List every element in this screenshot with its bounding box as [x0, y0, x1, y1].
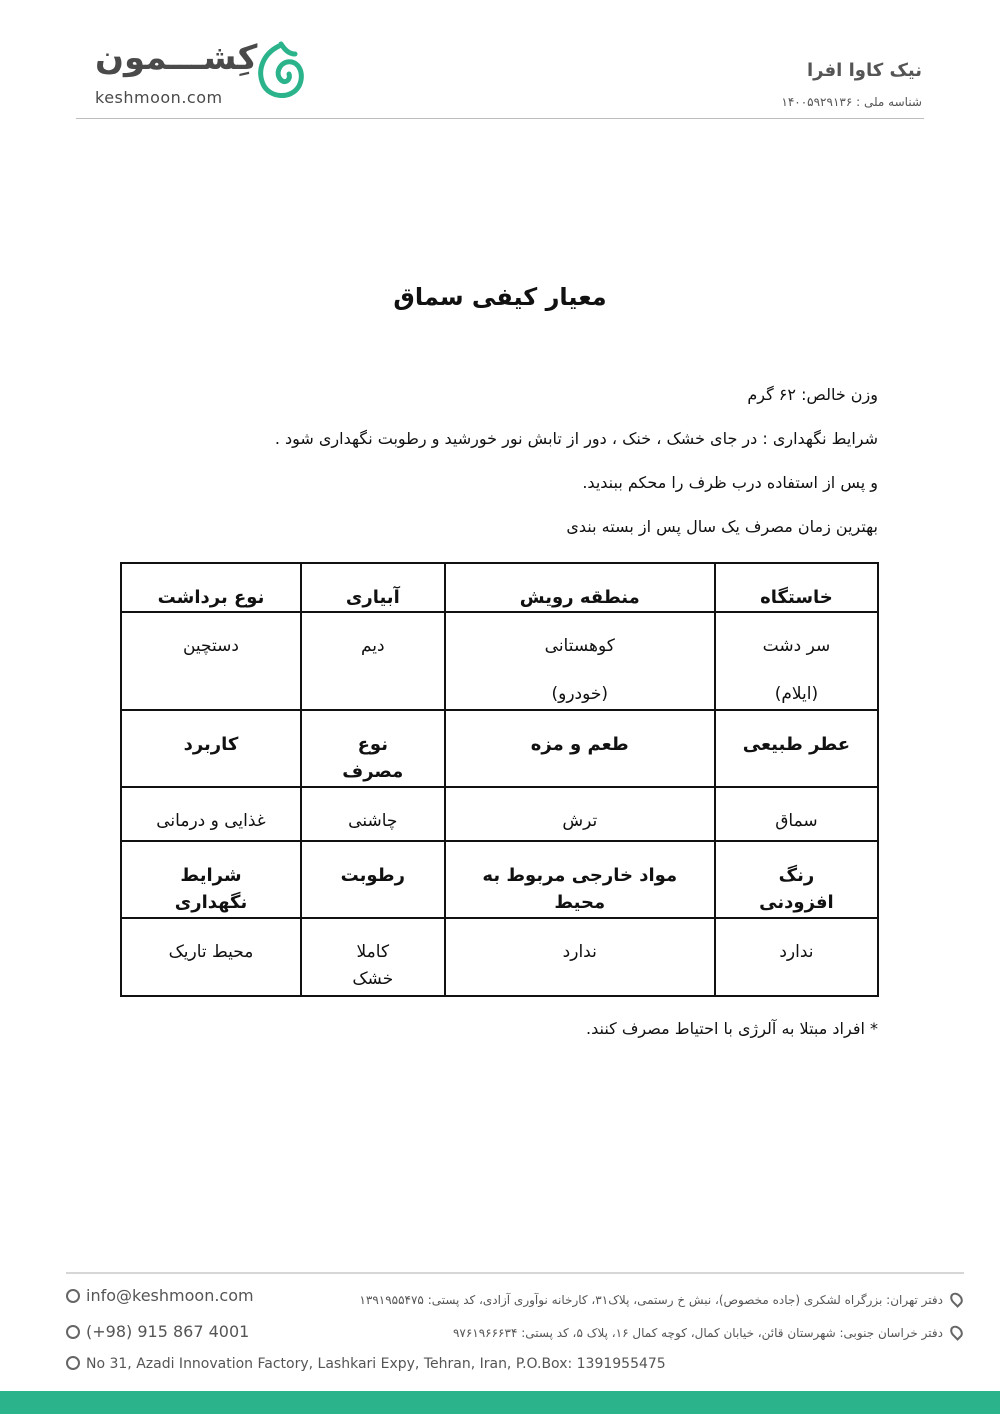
- footer-email: [66, 1286, 254, 1305]
- cell-humidity: [301, 918, 445, 996]
- cell-taste: ترش: [445, 787, 715, 841]
- storage-conditions: شرایط نگهداری : در جای خشک ، خنک ، دور از تابش نور خورشید و رطوبت نگهداری شود .: [274, 429, 878, 448]
- header-storage: [121, 841, 301, 919]
- header-origin: خاستگاه: [715, 563, 878, 612]
- best-before: بهترین زمان مصرف یک سال پس از بسته بندی: [566, 517, 878, 536]
- table-row: [121, 612, 878, 710]
- cell-aroma: سماق: [715, 787, 878, 841]
- cell-line: شرایط: [180, 864, 242, 886]
- logo-text-persian: کِشـــمون: [95, 38, 258, 78]
- footer-office-tehran: [359, 1292, 962, 1307]
- table-row: [121, 841, 878, 919]
- national-id: شناسه ملی : ۱۴۰۰۵۹۲۹۱۳۶: [781, 95, 922, 109]
- location-icon: [66, 1356, 80, 1370]
- cell-line: مواد خارجی مربوط به: [482, 864, 678, 886]
- closing-instruction: و پس از استفاده درب ظرف را محکم ببندید.: [582, 473, 878, 492]
- address-en-text: No 31, Azadi Innovation Factory, Lashkari Expy, Tehran, Iran, P.O.Box: 1391955475: [86, 1356, 666, 1372]
- cell-storage: محیط تاریک: [121, 918, 301, 996]
- header-humidity: رطوبت: [301, 841, 445, 919]
- email-icon: [66, 1289, 80, 1303]
- header-harvest-type: نوع برداشت: [121, 563, 301, 612]
- cell-harvest-type: دستچین: [121, 612, 301, 710]
- header-taste: طعم و مزه: [445, 710, 715, 787]
- table-row: [121, 787, 878, 841]
- cell-line: خشک: [352, 969, 394, 990]
- phone-icon: [66, 1325, 80, 1339]
- office-tehran-text: دفتر تهران: بزرگراه لشکری (جاده مخصوص)، نبش خ رستمی، پلاک۳۱، کارخانه نوآوری آزادی، کد پستی: ۱۳۹۱۹۵۵۴۷۵: [359, 1293, 943, 1307]
- cell-origin: [715, 612, 878, 710]
- footer-divider: [66, 1272, 964, 1274]
- header-aroma: عطر طبیعی: [715, 710, 878, 787]
- company-info: [781, 60, 922, 109]
- footer-phone: [66, 1322, 249, 1341]
- footer-office-khorasan: [453, 1325, 962, 1340]
- header-foreign-matter: [445, 841, 715, 919]
- cell-foreign-matter: ندارد: [445, 918, 715, 996]
- header-growth-region: منطقه رویش: [445, 563, 715, 612]
- cell-line: مصرف: [342, 761, 404, 782]
- table-row: [121, 710, 878, 787]
- header-application: کاربرد: [121, 710, 301, 787]
- cell-line: نگهداری: [174, 891, 248, 913]
- cell-application: غذایی و درمانی: [121, 787, 301, 841]
- cell-line: محیط: [554, 891, 606, 913]
- table-row: [121, 563, 878, 612]
- location-pin-icon: [948, 1323, 966, 1341]
- footer-address-en: [66, 1356, 666, 1372]
- header-usage-type: [301, 710, 445, 787]
- cell-line: رنگ: [778, 864, 815, 886]
- cell-line: نوع: [357, 734, 388, 755]
- allergy-note: * افراد مبتلا به آلرژی با احتیاط مصرف کنند.: [586, 1019, 878, 1038]
- phone-text: (+98) 915 867 4001: [86, 1322, 250, 1341]
- company-name: نیک کاوا افرا: [807, 60, 922, 81]
- cell-irrigation: دیم: [301, 612, 445, 710]
- cell-growth-region: [445, 612, 715, 710]
- keshmoon-logo: [95, 38, 310, 110]
- cell-line: کاملا: [356, 942, 390, 963]
- footer-brand-bar: [0, 1391, 1000, 1414]
- office-khorasan-text: دفتر خراسان جنوبی: شهرستان قائن، خیابان کمال، کوچه کمال ۱۶، پلاک ۵، کد پستی: ۹۷۶۱۹۶۶۶۳۴: [452, 1326, 943, 1340]
- cell-line: کوهستانی: [544, 636, 615, 657]
- header-divider: [76, 118, 924, 119]
- header-added-color: [715, 841, 878, 919]
- cell-usage-type: چاشنی: [301, 787, 445, 841]
- location-pin-icon: [948, 1290, 966, 1308]
- cell-line: سر دشت: [762, 636, 831, 657]
- quality-spec-table: [120, 562, 879, 997]
- document-title: معیار کیفی سماق: [393, 283, 607, 311]
- cell-line: (خودرو): [551, 684, 609, 705]
- cell-added-color: ندارد: [715, 918, 878, 996]
- header-irrigation: آبیاری: [301, 563, 445, 612]
- net-weight: وزن خالص: ۶۲ گرم: [747, 385, 878, 404]
- logo-text-english: keshmoon.com: [95, 88, 223, 107]
- cell-line: افزودنی: [759, 891, 834, 913]
- logo-mark-icon: [251, 40, 307, 104]
- table-row: [121, 918, 878, 996]
- cell-line: (ایلام): [774, 684, 819, 705]
- email-text: info@keshmoon.com: [86, 1286, 254, 1305]
